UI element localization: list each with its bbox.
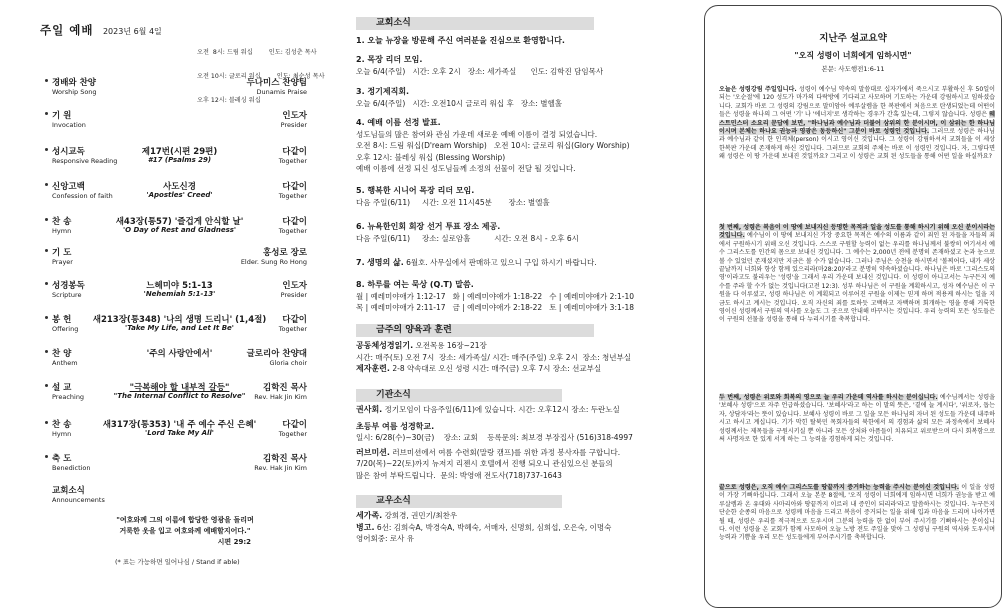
sermon-text: 그러므로 성령은 하나님과 예수님과 같이 한 인격체(person) 이시고 영이신 것입니다. 그 성령이 강림하셔서 교회들을 이 세상 한복판 가운데 존재하게 하신 것입니다. 그러므로 교회의 주체는 바로 이 성령인 것입니다. 자, 그렇다면 왜 성령은 이 땅 가운데 보내진 것일까요? 그리고 이 성령은 교회 된 성도들을 통해 어떤 일을 하실까요?	[719, 128, 995, 161]
bullet-icon	[45, 112, 48, 115]
news-title: 뉴욕한인회 회장 선거 투표 장소 제공.	[367, 222, 501, 231]
order-subtitle: 'O Day of Rest and Gladness'	[122, 226, 237, 234]
order-role: Gloria choir	[269, 359, 307, 367]
bullet-icon	[45, 249, 48, 252]
news-line: 다음 주일(6/11) 장소: 실로암홀 시간: 오전 8시 - 오후 6시	[356, 233, 579, 243]
bullet-icon	[45, 79, 48, 82]
order-role: Presider	[280, 121, 307, 129]
service-time: 오전 8시: 드림 워십	[197, 49, 253, 56]
order-name: 찬 송	[52, 420, 72, 430]
org-text: 정기모임이 다음주일(6/11)에 있습니다. 시간: 오후12시 장소: 두란노실	[382, 405, 620, 414]
order-person: 다같이	[282, 182, 307, 192]
order-role: Dunamis Praise	[256, 88, 307, 96]
training-list	[356, 340, 691, 375]
sermon-text: 예수님이 이 땅에 보내지신 가장 중요한 목적은 예수의 이름과 같이 죄인 된 자들을 자들의 죄에서 구원하시기 위해 오신 것입니다. 스스로 구원할 능력이 없는 우리를 하나님께서 불쌍히 여기셔서 예수 그리스도를 인간의 몸으로 보내신 것입니다. 그 예수는 2,000년 전에 분명히 존재하셨고 논과 눈으로 볼 수 있었던 존재셨지만 지금은 볼 수가 없습니다. 그러나 주님은 승천을 하시면서 '볼찌어다, 내가 세상 끝날까지 너희와 항상 함께 있으리라(마28:20)'라고 분명히 약속하셨습니다. 하나님은 바로 '그리스도의 영'이라고도 불리우는 '성령'을 그래서 우리 가운데 보내신 것입니다. 이 성령이 아니고서는 누구든지 예수를 주라 할 수가 없는 것입니다(고전 12:3). 성부 하나님은 이 구원을 계획하시고, 성자 예수님은 이 구원을 다 이루셨고, 성령 하나님은 이 계획되고 이루어진 구원을 이제는 믿게 하며 적용케 하시는 일을 지금도 하시고 계시는 것입니다. 오직 자신의 죄를 토하듯 고백하고 자백하며 회개하는 영을 통해 거룩한 영이신 성령께서 구원의 역사를 오늘도 그 곳으로 안내해 바꾸시는 것입니다. 우리 능력의 모든 성도들은 이 구원의 선물을 성령을 통해 다 누리시기를 축복합니다.	[719, 232, 995, 324]
bullet-icon	[45, 282, 48, 285]
order-title: 새43장(통57) '즐겁게 안식할 날'	[115, 217, 244, 227]
news-num: 1.	[356, 36, 365, 45]
sermon-header: 지난주 설교요약	[819, 33, 887, 44]
worship-date: 2023년 6월 4일	[102, 27, 162, 36]
org-text: 일시: 6/28(수)~30(금) 장소: 교회 등록문의: 최보경 부장집사 (516)318-4997	[356, 433, 633, 442]
order-person: 홍성로 장로	[262, 248, 307, 258]
members-label: 병고.	[356, 522, 375, 532]
news-title: 목장 리더 모임.	[367, 55, 423, 64]
news-title: 하루를 여는 묵상 (Q.T) 말씀.	[367, 280, 474, 289]
sermon-summary-column	[700, 0, 1008, 612]
order-item-announcements	[52, 484, 105, 504]
training-label: 공동체성경읽기.	[356, 341, 414, 350]
news-item	[356, 117, 691, 175]
order-name: 교회소식	[52, 486, 85, 496]
order-name-en: Worship Song	[52, 88, 97, 96]
order-role: Rev. Hak Jin Kim	[254, 393, 307, 401]
org-label: 러브미션.	[356, 447, 390, 457]
order-person: 다같이	[282, 147, 307, 157]
members-text: 강희경, 권민기/최찬우	[382, 511, 458, 520]
order-item-invocation	[52, 109, 307, 139]
order-name: 설 교	[52, 383, 72, 393]
order-person: 김학진 목사	[262, 454, 307, 464]
order-item-offering	[52, 313, 307, 343]
org-list	[356, 404, 691, 481]
order-name-en: Invocation	[52, 121, 86, 129]
training-text: 오전목용 16장~21장	[413, 341, 487, 350]
order-name-en: Confession of faith	[52, 192, 113, 200]
order-person: 다같이	[282, 420, 307, 430]
order-name-en: Offering	[52, 325, 79, 333]
order-item-hymn	[52, 215, 307, 245]
order-person: 김학진 목사	[262, 383, 307, 393]
sermon-text: 이 일을 성령이 가장 기뻐하십니다. 그래서 오늘 본문 8절에, '오직 성령이 너희에게 임하시면 너희가 권능을 받고 예루살렘과 온 유대와 사마리아와 땅끝까지 이르러 내 증인이 되리라'라고 말씀하시는 것입니다. 누구든지 단순한 순종의 마음으로 성령께 마음을 드리고 복음이 증거되는 일을 위해 입과 마음을 드리며 나아가면 될 때, 성령은 우리를 적극적으로 도우시며 그분의 능력을 한 없이 부어 주시기를 기뻐하시는 분이십니다. 이런 성령을 온 교회가 함께 사모하며 오늘 노방 전도 주일을 맞아 그 성령님 구원의 역사와 도우시며 능력과 기쁨을 우리 모든 성도들에게 부어주시기를 축복합니다.	[719, 484, 995, 542]
order-name-en: Responsive Reading	[52, 157, 118, 165]
org-text: 많은 참여 부탁드립니다. 문의: 박영애 전도사(718)737-1643	[356, 470, 562, 480]
bullet-icon	[45, 148, 48, 151]
order-name: 성시교독	[52, 147, 85, 157]
order-person: 글로리아 찬양대	[246, 349, 307, 359]
order-subtitle: 'Apostles' Creed'	[146, 191, 213, 199]
bullet-icon	[45, 183, 48, 186]
bullet-icon	[45, 350, 48, 353]
service-time: 오전 10시: 글로리 워십	[197, 73, 261, 80]
news-num: 7.	[356, 258, 365, 267]
sermon-highlight: 첫 번째, 성령은 복음이 이 땅에 보내지신 등명한 목적과 일을 성도를 통해 하시기 위해 오신 분이시라는 것입니다.	[719, 224, 995, 240]
news-header-label: 교회소식	[376, 18, 411, 28]
order-name-en: Prayer	[52, 258, 73, 266]
news-item	[356, 54, 691, 77]
order-name-en: Preaching	[52, 393, 85, 401]
order-item-responsive-reading	[52, 145, 307, 175]
verse-reference: 시편 29:2	[217, 538, 251, 546]
order-name-en: Scripture	[52, 291, 82, 299]
order-title: 느헤미야 5:1-13	[146, 281, 213, 291]
order-title: 새317장(통353) '내 주 예수 주신 은혜'	[102, 420, 257, 430]
order-subtitle: 'Nehemiah 5:1-13'	[143, 290, 216, 298]
sermon-paragraph	[719, 484, 995, 543]
news-num: 8.	[356, 280, 365, 289]
news-item	[356, 35, 691, 47]
order-role: Together	[278, 227, 307, 235]
worship-header	[40, 22, 162, 38]
bullet-icon	[45, 421, 48, 424]
news-title: 행복한 시니어 목장 리더 모임.	[367, 186, 475, 195]
members-text: 영어회중: 로사 유	[356, 534, 415, 543]
news-item	[356, 185, 691, 208]
order-name-en: Hymn	[52, 430, 72, 438]
order-name: 봉 헌	[52, 315, 72, 325]
worship-title: 주일 예배	[40, 23, 94, 37]
order-item-preaching	[52, 381, 307, 411]
order-name-en: Benediction	[52, 464, 91, 472]
news-line: 다음 주일(6/11) 시간: 오전 11시45분 장소: 별엘홀	[356, 197, 550, 207]
members-header-label: 교우소식	[376, 496, 411, 506]
news-title: 정기제직회.	[367, 87, 410, 96]
bullet-icon	[45, 218, 48, 221]
order-person: 다같이	[282, 315, 307, 325]
news-line: 월 | 예레미야애가 1:12-17 화 | 예레미야애가 1:18-22 수 | 예레미야애가 2:1-10	[356, 291, 634, 301]
news-line: 목 | 예레미야애가 2:11-17 금 | 예레미야애가 2:18-22 토 | 예레미야애가 3:1-18	[356, 303, 634, 312]
news-num: 4.	[356, 118, 365, 127]
order-title: "극복해야 할 내부적 갈등"	[129, 383, 230, 393]
order-name: 경배와 찬양	[52, 78, 97, 88]
news-num: 3.	[356, 87, 365, 96]
order-name: 성경봉독	[52, 281, 85, 291]
news-title: 생명의 삶.	[367, 258, 404, 267]
members-header	[356, 495, 562, 508]
sermon-highlight: 웨스트민스터 소요리 문답에 보면, "하나님과 예수님과 더불어 삼위의 한 분이시며, 이 삼위는 한 하나님이시며 본체는 하나요 권능과 영광은 동등하신" 그분이 바로 성령인 것입니다.	[719, 111, 995, 136]
order-name-en: Hymn	[52, 227, 72, 235]
order-subtitle: #17 (Psalms 29)	[147, 156, 212, 164]
order-person: 인도자	[282, 281, 307, 291]
bullet-icon	[45, 316, 48, 319]
news-line: 오후 12시: 블레싱 워십 (Blessing Worship)	[356, 152, 506, 162]
order-item-anthem	[52, 347, 307, 377]
order-role: Together	[278, 325, 307, 333]
news-line: 오늘 6/4(주일) 시간: 오후 2시 장소: 세가족실 인도: 김학진 담임목사	[356, 66, 604, 76]
order-title: '주의 사랑안에서'	[146, 349, 213, 359]
order-name-en: Announcements	[52, 496, 105, 504]
training-text: 시간: 매주(토) 오전 7시 장소: 세가족실/ 시간: 매주(주일) 오후 2시 장소: 청년부실	[356, 352, 631, 362]
order-role: Together	[278, 157, 307, 165]
news-item	[356, 279, 691, 314]
bullet-icon	[45, 455, 48, 458]
order-item-prayer	[52, 246, 307, 276]
news-line: 성도님들의 많은 참여와 관심 가운데 새로운 예배 이름이 결정 되었습니다.	[356, 129, 598, 139]
news-title: 예배 이름 선정 발표.	[367, 118, 441, 127]
news-item	[356, 257, 691, 269]
training-label: 제자훈련.	[356, 364, 390, 373]
order-name: 찬 양	[52, 349, 72, 359]
scripture-verse	[85, 515, 285, 548]
news-header	[356, 17, 594, 30]
order-role: Presider	[280, 291, 307, 299]
order-person: 두나미스 찬양팀	[246, 78, 307, 88]
org-header	[356, 389, 562, 402]
news-num: 2.	[356, 55, 365, 64]
news-line: 예배 이름에 선정 되신 성도님들께 소정의 선물이 전달 될 것입니다.	[356, 164, 576, 173]
training-text: 2-8 약속대로 오신 성령 시간: 매주(금) 오후 7시 장소: 선교부실	[389, 364, 602, 373]
service-time: 오후 12시: 블레싱 워십	[197, 97, 261, 104]
order-role: Together	[278, 430, 307, 438]
bullet-icon	[45, 384, 48, 387]
members-list	[356, 510, 691, 545]
org-text: 러브미션에서 여름 수련회(말랑 캠프)를 위한 과정 봉사자를 구합니다.	[389, 447, 621, 457]
org-label: 초등부 여름 성경학교.	[356, 421, 435, 431]
org-header-label: 기관소식	[376, 390, 411, 400]
sermon-paragraph	[719, 394, 995, 444]
order-name-en: Anthem	[52, 359, 78, 367]
order-item-worship-song	[52, 76, 307, 106]
order-name: 신앙고백	[52, 182, 85, 192]
order-name: 기 원	[52, 111, 72, 121]
order-person: 인도자	[282, 111, 307, 121]
sermon-title: "오직 성령이 너희에게 임하시면"	[794, 51, 912, 60]
order-role: Rev. Hak Jin Kim	[254, 464, 307, 472]
members-text: 6선: 김희숙A, 박경숙A, 박혜숙, 서매자, 신명희, 심희섭, 오은숙, 이명숙	[374, 522, 612, 532]
order-name: 찬 송	[52, 217, 72, 227]
news-num: 6.	[356, 222, 365, 231]
order-title: 제17번(시편 29편)	[141, 147, 218, 157]
order-name: 기 도	[52, 248, 72, 258]
order-item-benediction	[52, 452, 307, 482]
order-item-hymn-2	[52, 418, 307, 448]
news-line: 오늘 6/4(주일) 시간: 오전10시 글로리 워십 후 장소: 별헬홀	[356, 98, 563, 108]
sermon-highlight: 끝으로 성령은, 오직 예수 그리스도를 땅끝까지 증거하는 능력을 주시는 분이신 것입니다.	[719, 484, 960, 491]
sermon-paragraph	[719, 86, 995, 162]
news-line: 오전 8시: 드림 워십(D'ream Worship) 오전 10시: 글로리 워십(Glory Worship)	[356, 141, 630, 150]
sermon-lead: 오늘은 성령강림 주일입니다.	[719, 86, 797, 93]
order-person: 다같이	[282, 217, 307, 227]
news-item	[356, 86, 691, 109]
news-num: 5.	[356, 186, 365, 195]
order-item-confession	[52, 180, 307, 210]
service-leader: 인도: 김성춘 목사	[268, 49, 317, 56]
order-name: 축 도	[52, 454, 72, 464]
order-title: 새213장(통348) '나의 생명 드리니' (1,4절)	[92, 315, 267, 325]
verse-line: 거룩한 옷을 입고 여호와께 예배할지어다."	[119, 527, 251, 535]
order-title: 사도신경	[163, 182, 196, 192]
training-header	[356, 324, 594, 337]
service-leader: 인도: 최순성 목사	[276, 73, 325, 80]
sermon-box	[704, 5, 1002, 608]
order-subtitle: "The Internal Conflict to Resolve"	[113, 392, 246, 400]
news-item	[356, 221, 691, 244]
sermon-text: 성령이 예수님 약속의 말씀대로 십자가에서 죽으시고 부활하신 후 50일이 되는 '오순절'에 120 성도가 마가의 다락방에 기다리고 사모하며 기도하는 가운데 강림하시고 임하셨습니다. 교회가 바로 그 성령의 강림으로 말미암아 예루살렘을 한 복판에서 처음으로 탄생되었는데 어떤이들은 성령을 하나의 그 어떤 '기' 나 '에너지'로 생각하는 경우가 간혹 있는데, 그렇지 않습니다. 성령은	[719, 86, 995, 119]
org-text: 7/20(목)~22(토)까지 뉴저지 리젠시 호텔에서 진행 되오니 관심있으신 분들의	[356, 459, 613, 468]
news-inline: 6월호. 사무실에서 판매하고 있으니 구입 하시기 바랍니다.	[403, 258, 597, 267]
order-subtitle: 'Lord Take My All'	[145, 429, 214, 437]
sermon-highlight: 두 번째, 성령은 위로와 회복의 영으로 늘 우리 가운데 역사를 하시는 분이십니다.	[719, 394, 938, 401]
worship-order-column	[0, 0, 345, 612]
order-role: Elder. Sung Ro Hong	[240, 258, 307, 266]
church-news-column	[352, 0, 694, 612]
verse-line: "여호와께 그의 이름에 합당한 영광을 돌리며	[116, 516, 254, 524]
members-label: 세가족.	[356, 511, 383, 520]
org-label: 권사회.	[356, 405, 383, 414]
order-item-scripture	[52, 279, 307, 309]
training-header-label: 금주의 양육과 훈련	[376, 325, 452, 335]
sermon-reference: 본문: 사도행전1:6-11	[821, 65, 885, 73]
sermon-text: 예수님께서는 성령을 '보혜사 성령'으로 자주 언급하셨습니다. '보혜사'라고 하는 이 말의 뜻은, '곁에 늘 계시다', '위로자, 돕는자, 상담자'라는 뜻이 있습니다. 보혜사 성령이 바로 그 일을 모든 하나님의 자녀 된 성도들 가운데 내주하시고 하시고 계십니다. 기가 막힌 탈북민 목회자들의 북한에서 의 경험과 삶의 모든 과정속에서 보혜사 성령께서는 제목들을 구원시키실 뿐 아니라 모든 상처와 아픔들이 치유되고 위로받으며 다시 회복함으로써 사명자로 한 있게 서게 하는 그 능력을 경험하게 되는 것입니다.	[719, 394, 995, 444]
news-title: 오늘 뉴장을 방문해 주신 여러분을 진심으로 환영합니다.	[367, 36, 565, 45]
sermon-paragraph	[719, 224, 995, 325]
order-subtitle: 'Take My Life, and Let It Be'	[125, 324, 234, 332]
order-role: Together	[278, 192, 307, 200]
stand-note: (* 표는 가능하면 일어나심 / Stand if able)	[115, 558, 240, 566]
